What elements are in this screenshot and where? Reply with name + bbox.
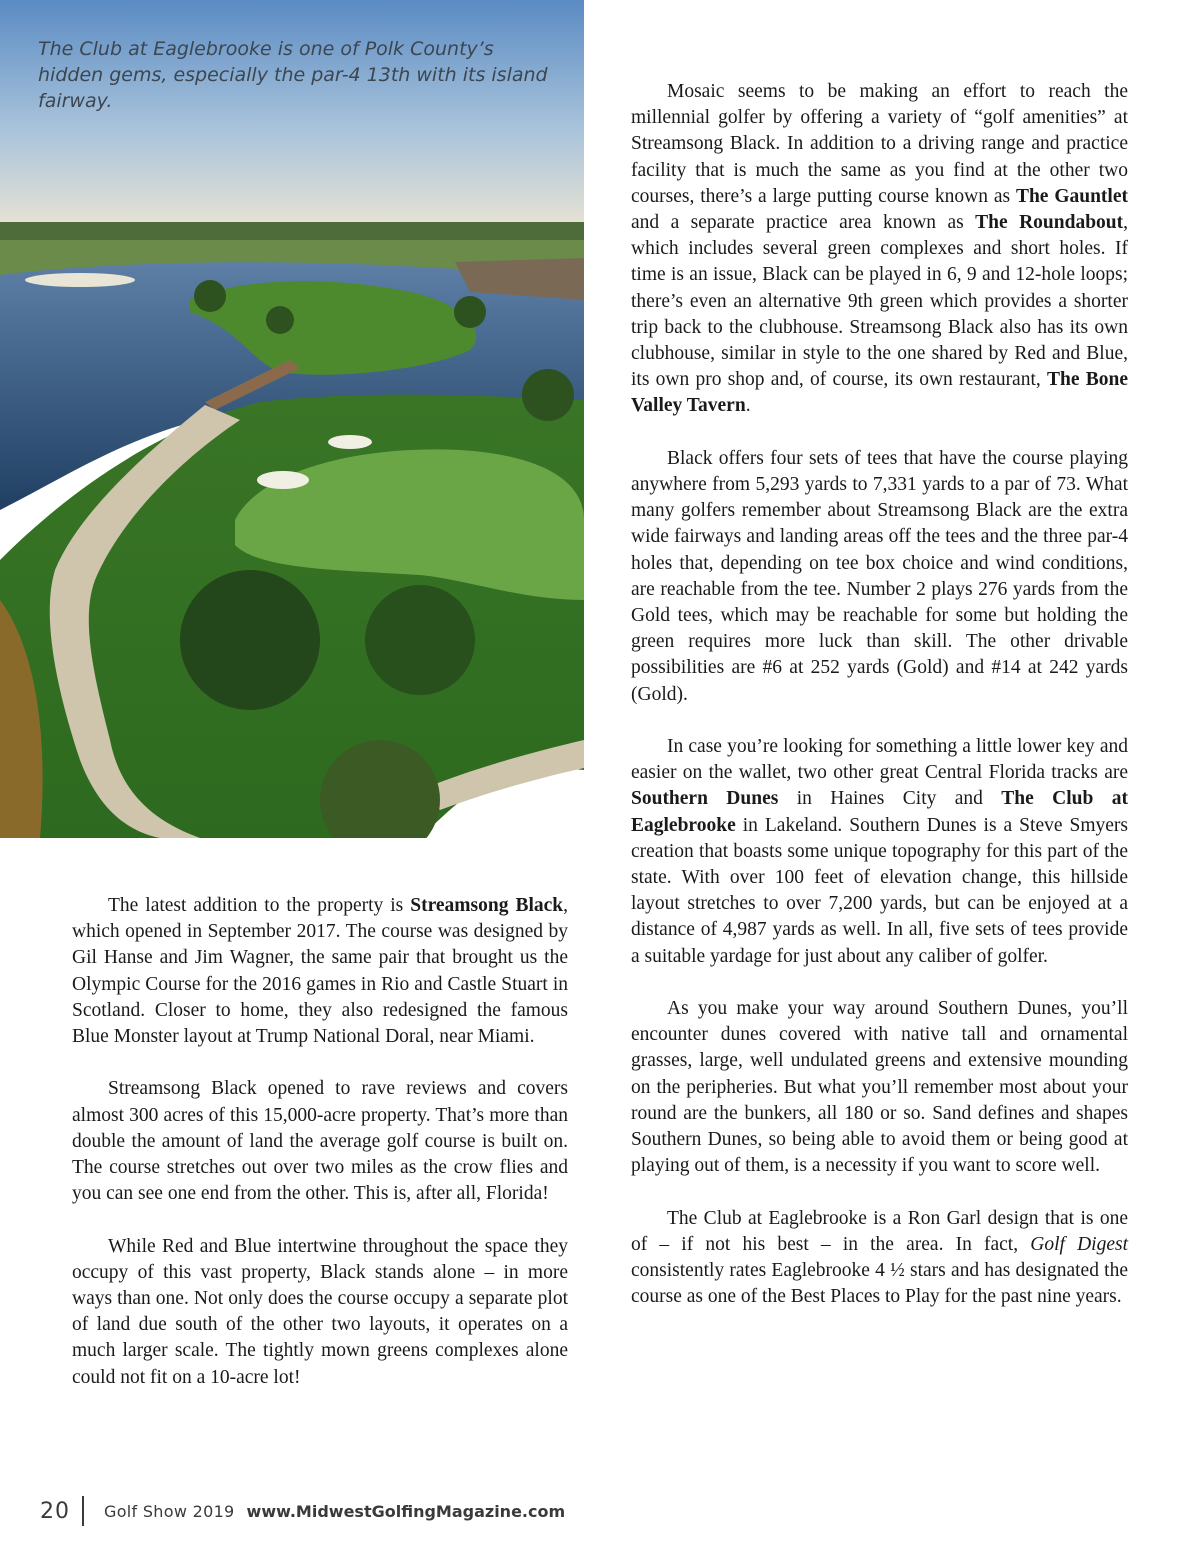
bold-text: Streamsong Black xyxy=(410,895,564,916)
footer-divider xyxy=(82,1496,84,1526)
text-run: In case you’re looking for something a little lower key and easier on the wallet, two other great Central Florida tracks are xyxy=(631,736,1128,784)
text-run: . xyxy=(745,395,751,417)
left-column xyxy=(72,893,568,1391)
bunker-1 xyxy=(328,435,372,449)
text-run: and a separate practice area known as xyxy=(631,212,976,234)
italic-text: Golf Digest xyxy=(1030,1233,1128,1255)
page-footer xyxy=(40,1496,565,1526)
bunker-2 xyxy=(257,471,309,489)
text-run: , which opened in September 2017. The course was designed by Gil Hanse and Jim Wagner, the same pair that brought us the Olympic Course for the 2016 games in Rio and Castle Stuart in Scotland. Closer to home, they also redesigned the famous Blue Monster layout at Trump National Doral, near Miami. xyxy=(72,895,568,1048)
bold-text: The Club at Eaglebrooke xyxy=(631,788,1128,836)
paragraph xyxy=(631,1206,1128,1311)
paragraph: While Red and Blue intertwine throughout the space they occupy of this vast property, Black stands alone – in more ways than one. Not only does the course occupy a separate plot of land due south of the other two layouts, it operates on a much larger scale. The tightly mown greens complexes alone could not fit on a 10-acre lot! xyxy=(72,1235,568,1388)
paragraph: As you make your way around Southern Dunes, you’ll encounter dunes covered with native tall and ornamental grasses, large, well undulated greens and extensive mounding on the peripheries. But what you’ll remember most about your round are the bunkers, all 180 or so. Sand defines and shapes Southern Dunes, so being able to avoid them or being good at playing out of them, is a necessity if you want to score well. xyxy=(631,998,1128,1177)
right-column xyxy=(631,79,1128,1310)
text-run: in Haines City and xyxy=(778,788,1002,810)
bold-text: Southern Dunes xyxy=(631,788,779,810)
island-tree-3 xyxy=(454,296,486,328)
text-run: , which includes several green complexes and short holes. If time is an issue, Black can be played in 6, 9 and 12-hole loops; there’s even an alternative 9th green which provides a shorter trip back to the clubhouse. Streamsong Black also has its own clubhouse, similar in style to the one shared by Red and Blue, its own pro shop and, of course, its own restaurant, xyxy=(631,212,1128,391)
island-bunker xyxy=(25,273,135,287)
bold-text: The Roundabout xyxy=(975,212,1124,234)
paragraph: Black offers four sets of tees that have the course playing anywhere from 5,293 yards to 7,331 yards to a par of 73. What many golfers remember about Streamsong Black are the extra wide fairways and landing areas off the tees and the three par-4 holes that, depending on tee box choice and wind conditions, are reachable from the tee. Number 2 plays 276 yards from the Gold tees, which may be reachable for some but holding the green requires more luck than skill. The other drivable possibilities are #6 at 252 yards (Gold) and #14 at 242 yards (Gold). xyxy=(631,447,1128,705)
photo-caption: The Club at Eaglebrooke is one of Polk County’s hidden gems, especially the par-4 13th with its island fairway. xyxy=(38,38,548,112)
right-tree xyxy=(522,369,574,421)
website-link[interactable]: www.MidwestGolfingMagazine.com xyxy=(246,1501,566,1521)
text-run: Mosaic seems to be making an effort to reach the millennial golfer by offering a variety of “golf amenities” at Streamsong Black. In addition to a driving range and practice facility that is much the same as you find at the other two courses, there’s a large putting course known as xyxy=(631,81,1128,207)
paragraph xyxy=(631,734,1128,970)
text-run: The latest addition to the property is xyxy=(108,895,411,916)
paragraph xyxy=(631,79,1128,420)
text-run: in Lakeland. Southern Dunes is a Steve Smyers creation that boasts some unique topography for this part of the state. With over 100 feet of elevation change, this hillside layout stretches to over 7,200 yards, but can be enjoyed at a distance of 4,987 yards as well. In all, five sets of tees provide a suitable yardage for just about any caliber of golfer. xyxy=(631,814,1128,967)
paragraph xyxy=(72,893,568,1050)
tree-cluster-1 xyxy=(180,570,320,710)
tree-cluster-2 xyxy=(365,585,475,695)
island-tree-2 xyxy=(266,306,294,334)
bold-text: The Bone Valley Tavern xyxy=(631,369,1128,417)
issue-label: Golf Show 2019 xyxy=(104,1501,235,1521)
island-tree-1 xyxy=(194,280,226,312)
course-aerial-illustration xyxy=(0,0,584,838)
page-number: 20 xyxy=(40,1498,70,1524)
paragraph: Streamsong Black opened to rave reviews and covers almost 300 acres of this 15,000-acre property. That’s more than double the amount of land the average golf course is built on. The course stretches out over two miles as the crow flies and you can see one end from the other. This is, after all, Florida! xyxy=(72,1078,568,1205)
course-photo xyxy=(0,0,584,838)
text-run: The Club at Eaglebrooke is a Ron Garl design that is one of – if not his best – in the area. In fact, xyxy=(631,1207,1128,1255)
bold-text: The Gauntlet xyxy=(1015,185,1128,207)
text-run: consistently rates Eaglebrooke 4 ½ stars and has designated the course as one of the Best Places to Play for the past nine years. xyxy=(631,1260,1128,1308)
